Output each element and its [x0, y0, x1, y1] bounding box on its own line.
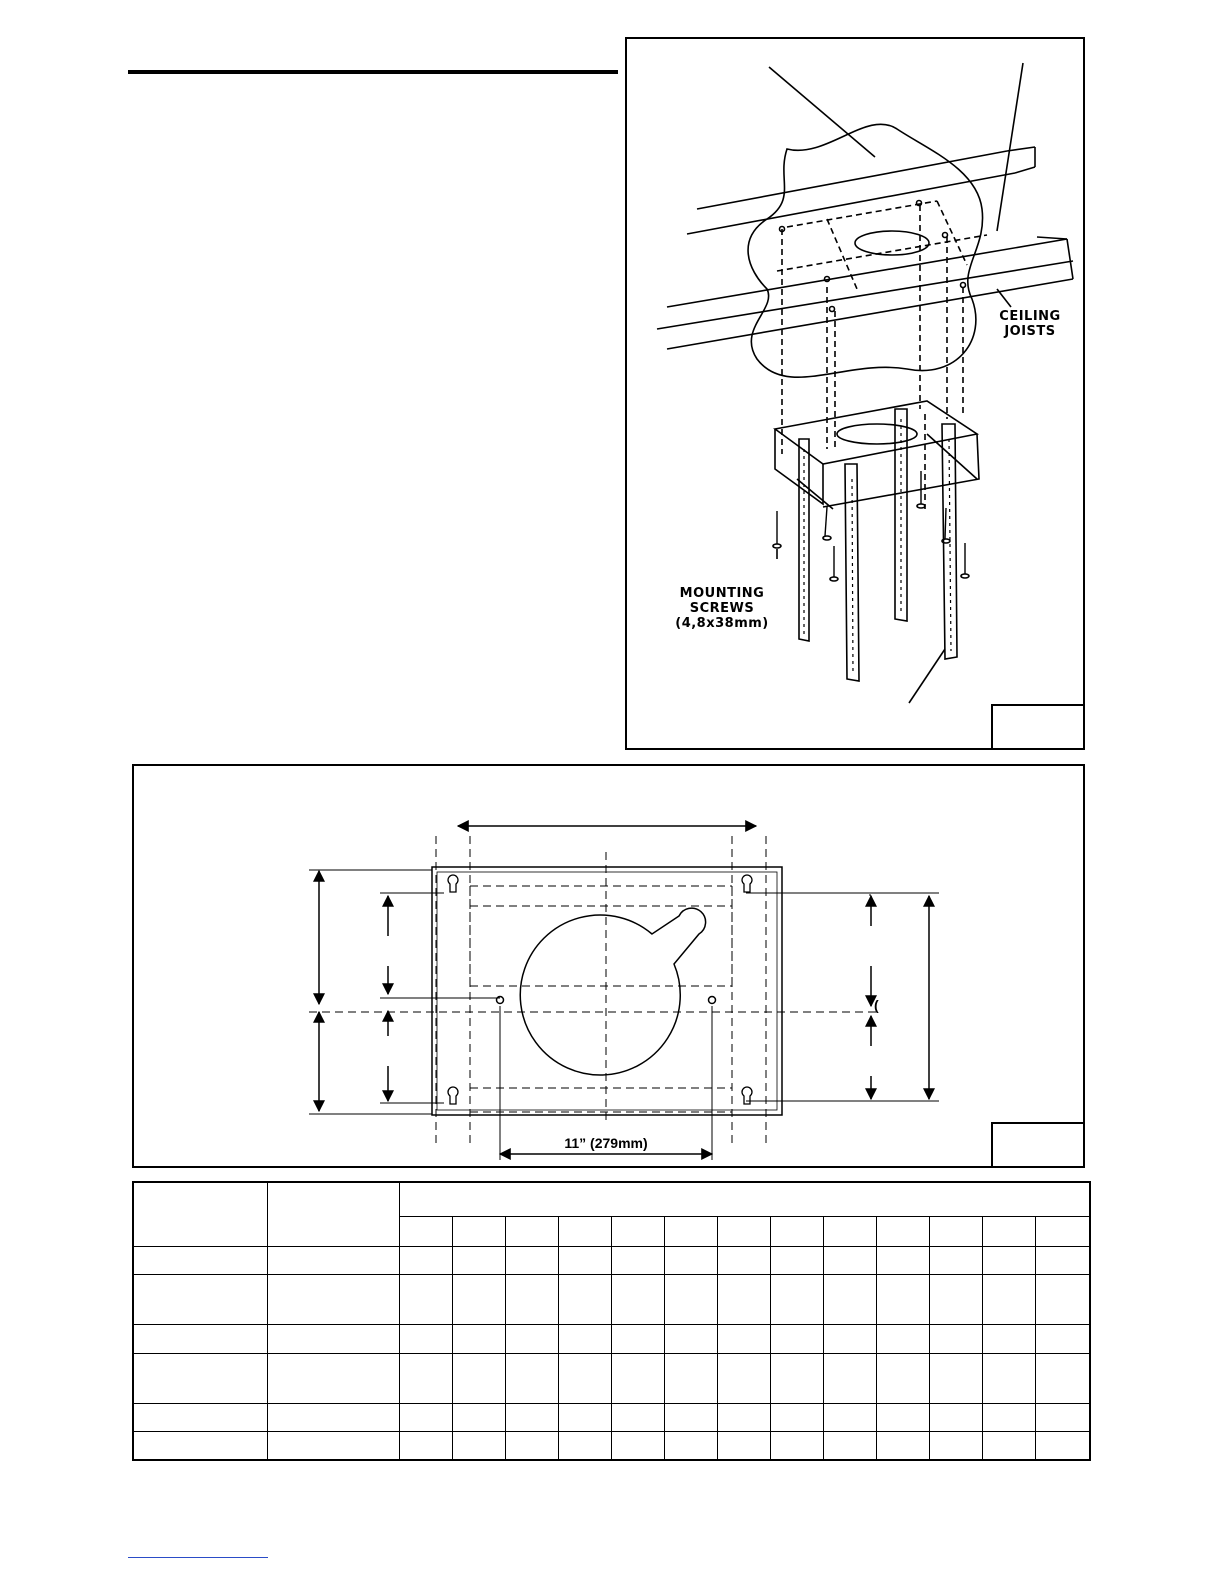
table-cell	[876, 1216, 929, 1246]
table-cell	[929, 1216, 982, 1246]
mounting-screws-label	[667, 586, 777, 631]
mounting-screws-size: (4,8x38mm)	[675, 616, 769, 631]
ceiling-joists-label-line2: JOISTS	[1004, 324, 1056, 339]
table-cell	[929, 1246, 982, 1274]
table-cell	[982, 1404, 1035, 1432]
table-cell	[664, 1404, 717, 1432]
table-cell	[611, 1325, 664, 1353]
table-cell	[823, 1353, 876, 1403]
table-cell	[133, 1275, 267, 1325]
table-cell	[267, 1246, 399, 1274]
table-cell	[982, 1432, 1035, 1460]
table-cell	[1035, 1275, 1090, 1325]
table-cell	[505, 1216, 558, 1246]
table-cell	[558, 1275, 611, 1325]
table-header-cell	[267, 1182, 399, 1246]
table-row	[133, 1246, 1090, 1274]
table-cell	[876, 1275, 929, 1325]
table-cell	[452, 1275, 505, 1325]
table-cell	[558, 1432, 611, 1460]
table-row	[133, 1404, 1090, 1432]
table-cell	[717, 1246, 770, 1274]
table-cell	[505, 1246, 558, 1274]
table-cell	[770, 1353, 823, 1403]
table-cell	[717, 1275, 770, 1325]
table-cell	[452, 1216, 505, 1246]
table-cell	[664, 1216, 717, 1246]
ceiling-joists-label	[982, 309, 1078, 339]
table-cell	[876, 1432, 929, 1460]
table-cell	[611, 1275, 664, 1325]
figure-mounting-template	[132, 764, 1085, 1168]
footer-link-underline[interactable]	[128, 1557, 268, 1558]
table-cell	[876, 1353, 929, 1403]
table-cell	[929, 1432, 982, 1460]
table-cell	[876, 1246, 929, 1274]
table-cell	[505, 1404, 558, 1432]
table-cell	[505, 1353, 558, 1403]
table-row	[133, 1353, 1090, 1403]
table-cell	[770, 1216, 823, 1246]
mounting-template-diagram	[134, 766, 1083, 1166]
table-row	[133, 1275, 1090, 1325]
table-cell	[399, 1353, 452, 1403]
table-cell	[133, 1432, 267, 1460]
table-cell	[611, 1432, 664, 1460]
table-cell	[505, 1275, 558, 1325]
figure-number-box-top	[991, 704, 1083, 748]
table-cell	[929, 1404, 982, 1432]
table-header-cell	[399, 1182, 1090, 1216]
table-cell	[1035, 1404, 1090, 1432]
table-cell	[452, 1325, 505, 1353]
table-header-row	[133, 1182, 1090, 1216]
table-cell	[611, 1353, 664, 1403]
table-header-cell	[133, 1182, 267, 1246]
table-cell	[823, 1246, 876, 1274]
mounting-screws-label-line1: MOUNTING	[679, 586, 765, 601]
table-cell	[982, 1275, 1035, 1325]
table-cell	[611, 1404, 664, 1432]
table-cell	[664, 1325, 717, 1353]
table-cell	[823, 1432, 876, 1460]
table-cell	[876, 1325, 929, 1353]
table-cell	[505, 1325, 558, 1353]
table-cell	[452, 1432, 505, 1460]
table-cell	[267, 1275, 399, 1325]
table-cell	[823, 1325, 876, 1353]
table-cell	[558, 1353, 611, 1403]
table-cell	[399, 1246, 452, 1274]
section-title-rule	[128, 70, 618, 74]
figure-ceiling-mounting	[625, 37, 1085, 750]
mounting-screws-label-line2: SCREWS	[689, 601, 755, 616]
table-cell	[1035, 1325, 1090, 1353]
table-cell	[133, 1325, 267, 1353]
table-cell	[267, 1353, 399, 1403]
table-cell	[823, 1216, 876, 1246]
table-cell	[770, 1325, 823, 1353]
table-cell	[558, 1216, 611, 1246]
table-cell	[770, 1246, 823, 1274]
table-cell	[452, 1246, 505, 1274]
table-cell	[611, 1246, 664, 1274]
table-cell	[267, 1432, 399, 1460]
table-cell	[399, 1216, 452, 1246]
table-cell	[717, 1404, 770, 1432]
table-cell	[1035, 1432, 1090, 1460]
table-cell	[399, 1432, 452, 1460]
table-cell	[664, 1275, 717, 1325]
table-row	[133, 1325, 1090, 1353]
table-cell	[1035, 1246, 1090, 1274]
table-row	[133, 1432, 1090, 1460]
table-cell	[399, 1325, 452, 1353]
table-cell	[505, 1432, 558, 1460]
table-cell	[982, 1246, 1035, 1274]
table-cell	[717, 1325, 770, 1353]
table-cell	[558, 1325, 611, 1353]
table-cell	[399, 1275, 452, 1325]
table-cell	[770, 1432, 823, 1460]
table-cell	[982, 1353, 1035, 1403]
table-cell	[452, 1353, 505, 1403]
table-cell	[1035, 1353, 1090, 1403]
table-cell	[823, 1275, 876, 1325]
table-cell	[929, 1325, 982, 1353]
table-cell	[267, 1325, 399, 1353]
ceiling-joists-label-line1: CEILING	[999, 309, 1061, 324]
table-cell	[664, 1432, 717, 1460]
table-cell	[664, 1246, 717, 1274]
table-cell	[876, 1404, 929, 1432]
bottom-dimension-label: 11” (279mm)	[564, 1135, 648, 1151]
table-cell	[267, 1404, 399, 1432]
right-dimension-fragment: (	[874, 997, 879, 1013]
table-cell	[717, 1353, 770, 1403]
table-cell	[770, 1275, 823, 1325]
table-cell	[399, 1404, 452, 1432]
table-cell	[982, 1216, 1035, 1246]
ceiling-mounting-illustration	[627, 39, 1083, 748]
table-cell	[929, 1353, 982, 1403]
table-cell	[1035, 1216, 1090, 1246]
table-cell	[664, 1353, 717, 1403]
table-cell	[770, 1404, 823, 1432]
table-cell	[929, 1275, 982, 1325]
table-cell	[717, 1216, 770, 1246]
figure-number-box-bottom	[991, 1122, 1083, 1166]
table-cell	[982, 1325, 1035, 1353]
specifications-table	[132, 1181, 1091, 1461]
table-cell	[558, 1246, 611, 1274]
table-cell	[133, 1246, 267, 1274]
table-cell	[452, 1404, 505, 1432]
table-cell	[717, 1432, 770, 1460]
table-cell	[133, 1404, 267, 1432]
table-cell	[611, 1216, 664, 1246]
table-cell	[133, 1353, 267, 1403]
table-cell	[823, 1404, 876, 1432]
table-cell	[558, 1404, 611, 1432]
